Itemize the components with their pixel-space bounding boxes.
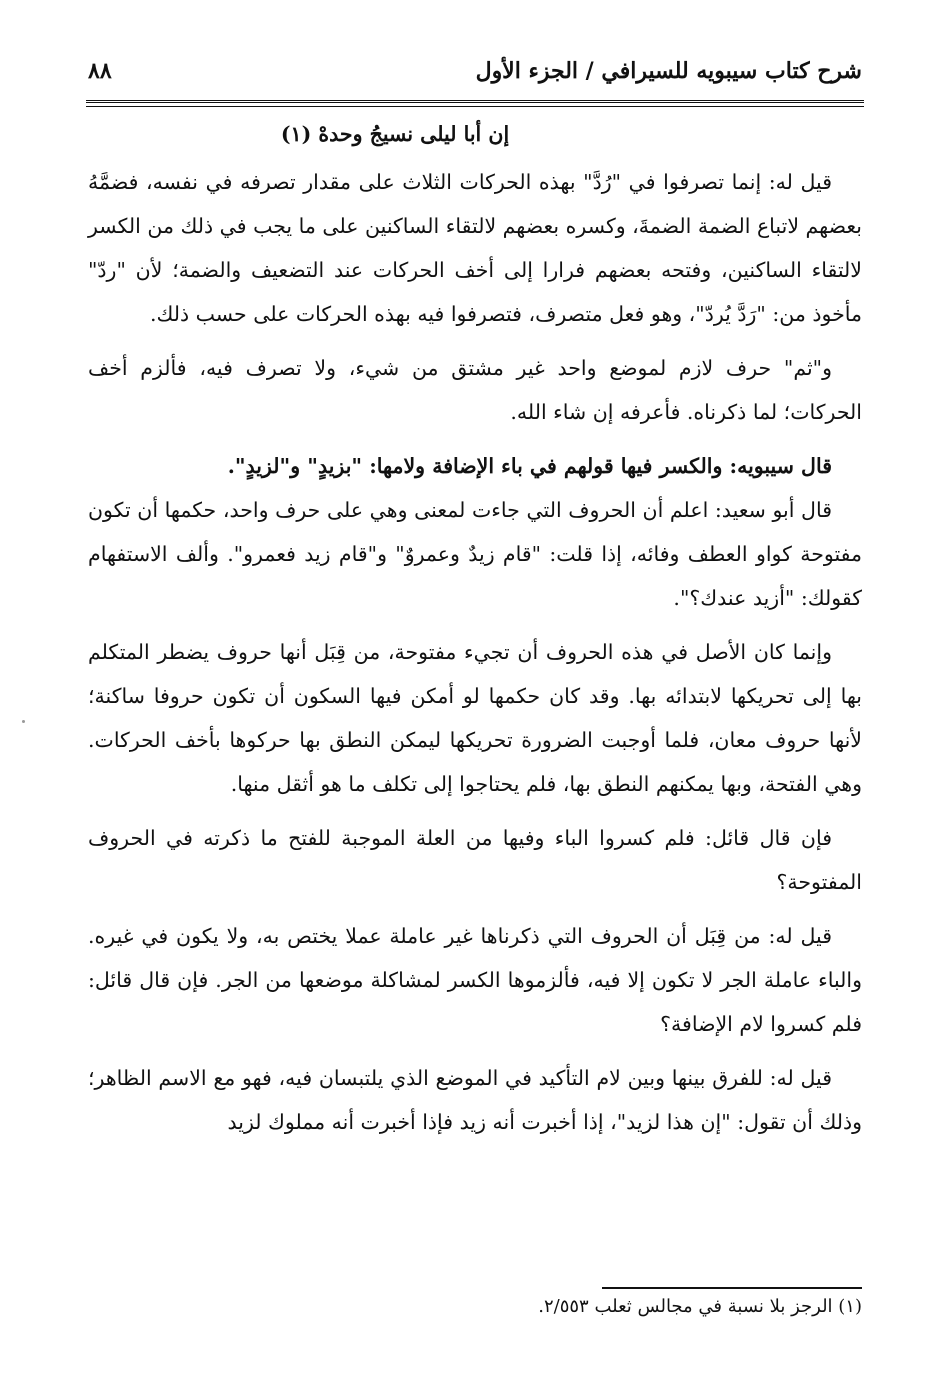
running-header	[88, 52, 862, 100]
paragraph: و"ثم" حرف لازم لموضع واحد غير مشتق من شيء، ولا تصرف فيه، فألزم أخف الحركات؛ لما ذكرناه. فأعرفه إن شاء الله.	[88, 356, 862, 424]
sibawayh-quote: قال سيبويه: والكسر فيها قولهم في باء الإضافة ولامها: "بزيدٍ" و"لزيدٍ".	[227, 454, 832, 478]
scan-speck	[22, 720, 25, 723]
page-body	[88, 112, 862, 1144]
page-number: ٨٨	[88, 58, 112, 84]
paragraph: وإنما كان الأصل في هذه الحروف أن تجيء مفتوحة، من قِبَل أنها حروف يضطر المتكلم بها إلى تحريكها لابتدائه بها. وقد كان حكمها لو أمكن فيها السكون أن تكون حروفا ساكنة؛ لأنها حروف معان، فلما أوجبت الضرورة تحريكها ليمكن النطق بها حركوها بأخف الحركات. وهي الفتحة، وبها يمكنهم النطق بها، فلم يحتاجوا إلى تكلف ما هو أثقل منها.	[88, 640, 862, 796]
footnote-rule	[602, 1287, 862, 1289]
header-title: شرح كتاب سيبويه للسيرافي / الجزء الأول	[475, 58, 862, 84]
paragraph: فإن قال قائل: فلم كسروا الباء وفيها من العلة الموجبة للفتح ما ذكرته في الحروف المفتوحة؟	[88, 826, 862, 894]
paragraph: قيل له: للفرق بينها وبين لام التأكيد في الموضع الذي يلتبسان فيه، فهو مع الاسم الظاهر؛ وذلك أن تقول: "إن هذا لزيد"، إذا أخبرت أنه زيد فإذا أخبرت أنه مملوك لزيد	[88, 1066, 862, 1134]
paragraph: قيل له: إنما تصرفوا في "رُدَّ" بهذه الحركات الثلاث على مقدار تصرفه في نفسه، فضمَّهُ بعضهم لاتباع الضمة الضمةَ، وكسره بعضهم لالتقاء الساكنين على ما يجب في ذلك من الكسر لالتقاء الساكنين، وفتحه بعضهم فرارا إلى أخف الحركات عند التضعيف والضمة؛ لأن "ردّ" مأخوذ من: "رَدَّ يُردّ"، وهو فعل متصرف، فتصرفوا فيه بهذه الحركات على حسب ذلك.	[88, 170, 862, 326]
verse-line: إن أبا ليلى نسيجُ وحدهْ (١)	[280, 122, 510, 146]
paragraph: قال أبو سعيد: اعلم أن الحروف التي جاءت لمعنى وهي على حرف واحد، حكمها أن تكون مفتوحة كواو العطف وفائه، إذا قلت: "قام زيدٌ وعمروٌ" و"قام زيد فعمرو". وألف الاستفهام كقولك: "أزيد عندك؟".	[88, 498, 862, 610]
header-rule	[86, 100, 864, 107]
paragraph: قيل له: من قِبَل أن الحروف التي ذكرناها غير عاملة عملا يختص به، ولا يكون في غيره. والباء عاملة الجر لا تكون إلا فيه، فألزموها الكسر لمشاكلة موضعها من الجر. فإن قال قائل: فلم كسروا لام الإضافة؟	[88, 924, 862, 1036]
footnote: (١) الرجز بلا نسبة في مجالس ثعلب ٢/٥٥٣.	[538, 1296, 862, 1317]
